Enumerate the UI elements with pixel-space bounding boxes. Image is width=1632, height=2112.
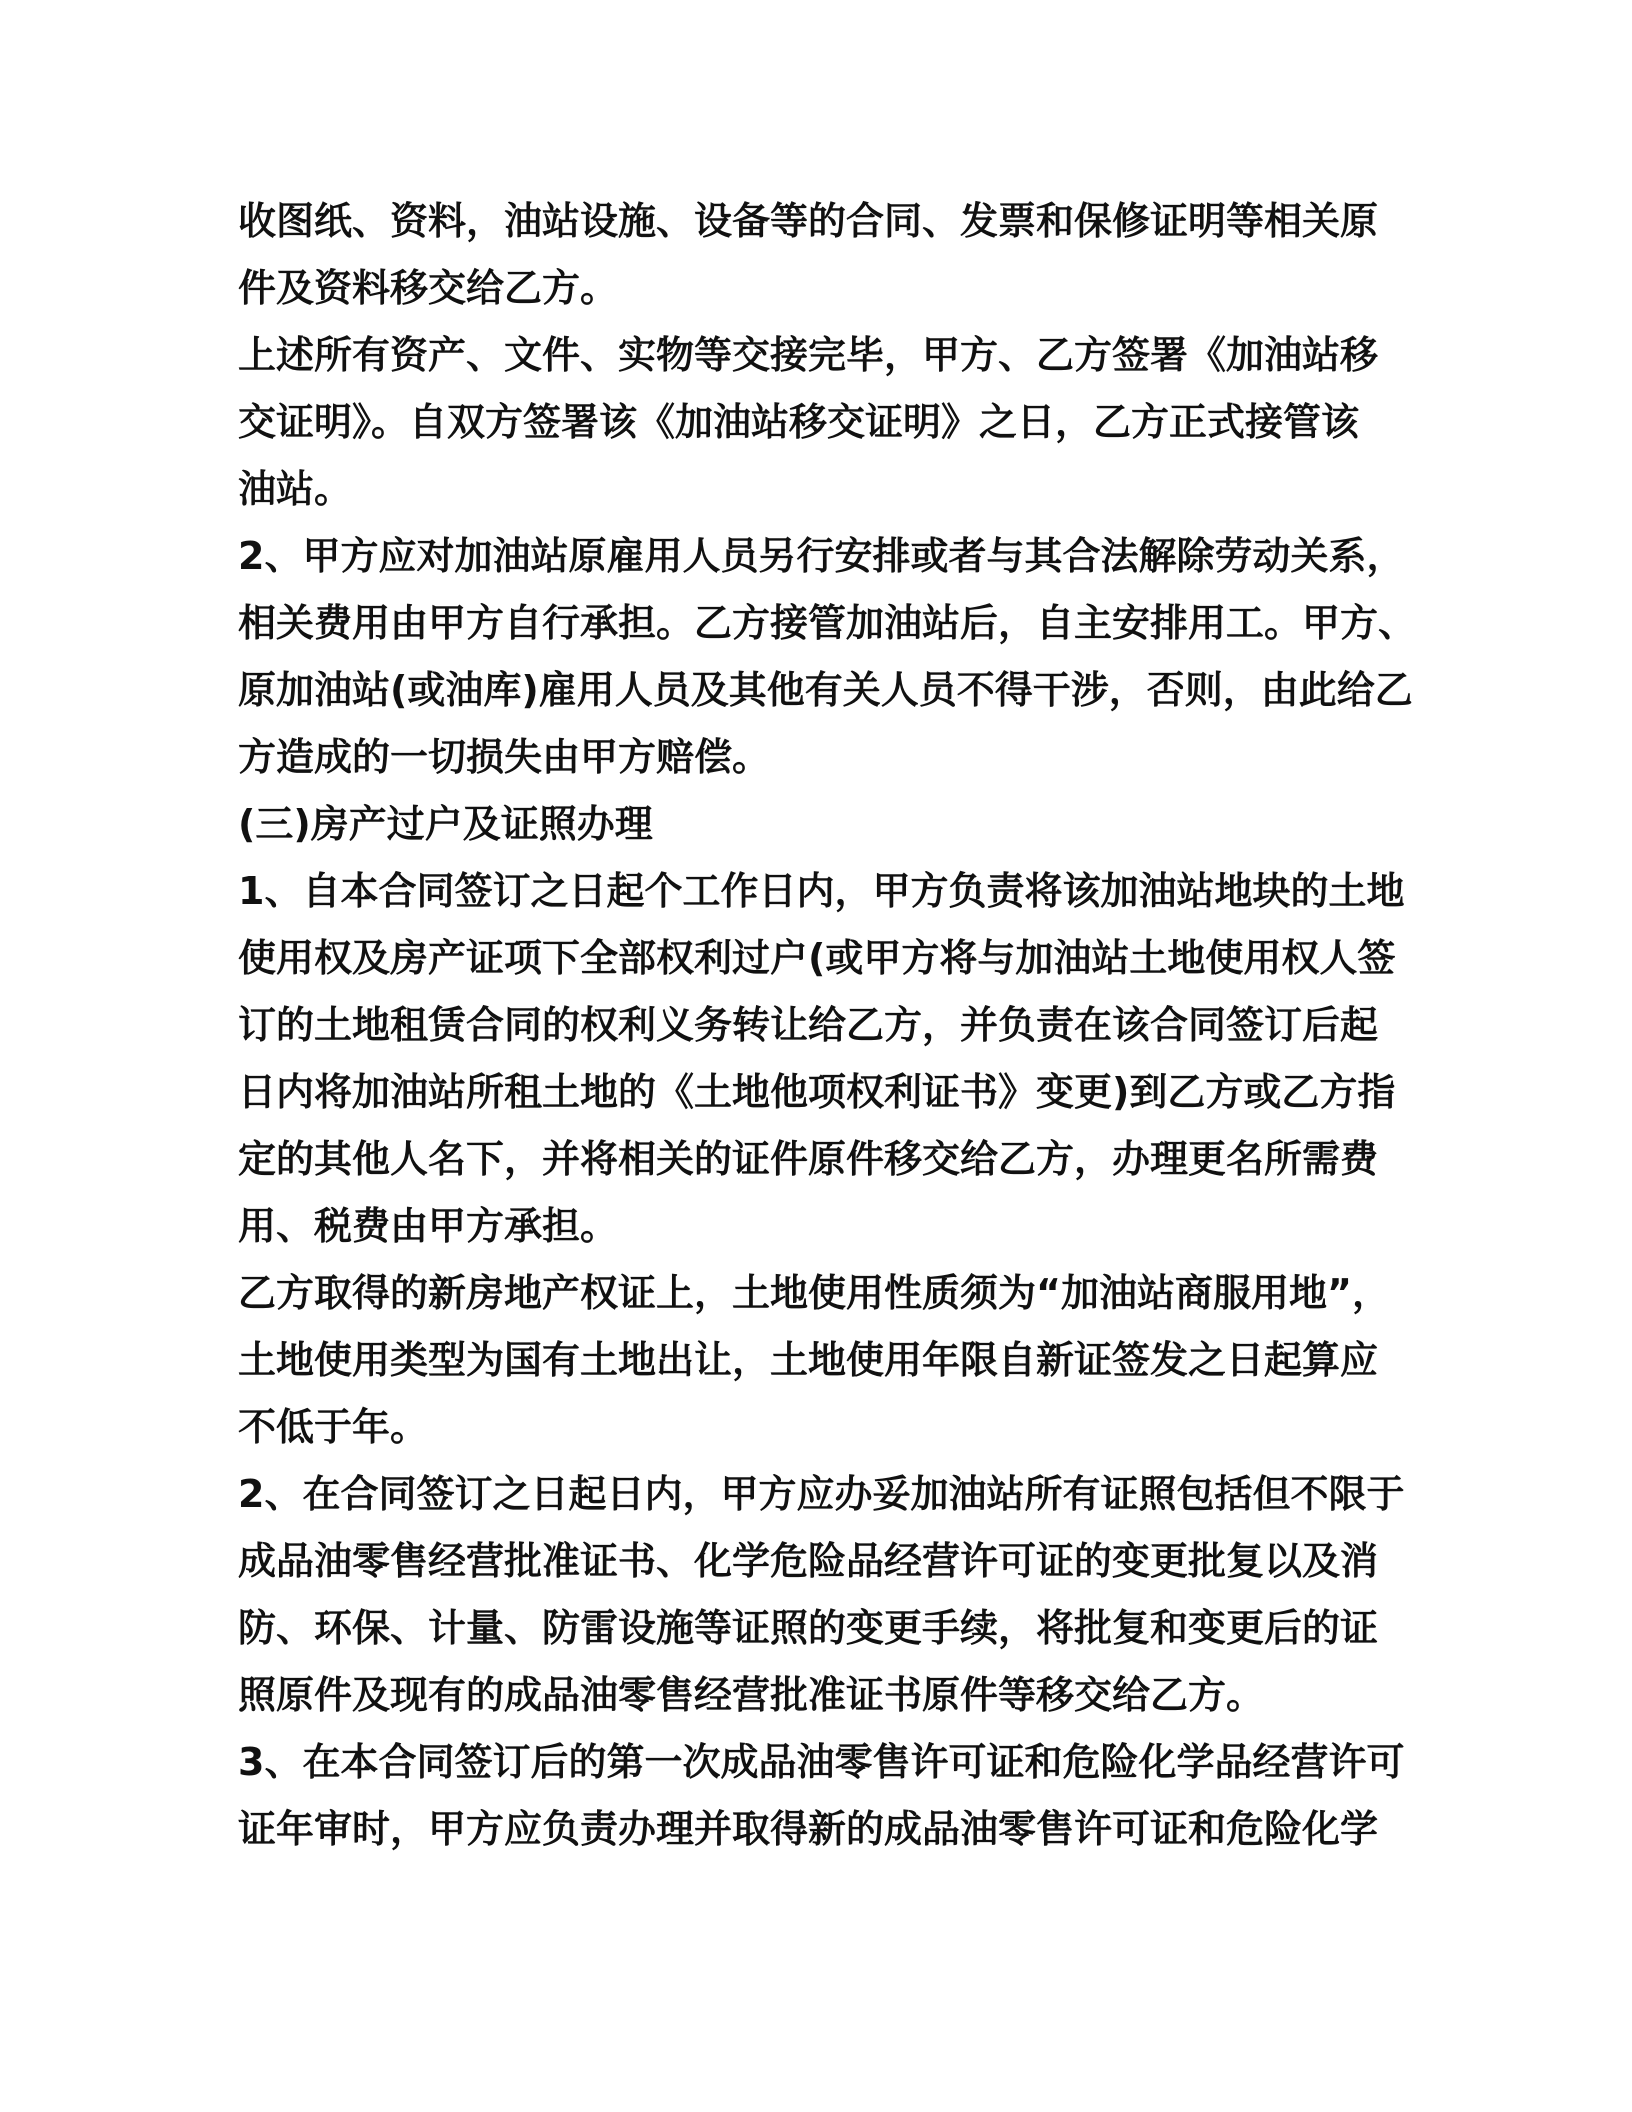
text-line: 相关费用由甲方自行承担。乙方接管加油站后，自主安排用工。甲方、 [238,601,1417,645]
paragraph-clause-3-annual-review [238,1729,1405,1863]
paragraph-clause-1-land-transfer [238,858,1405,1260]
text-line: 1、自本合同签订之日起个工作日内，甲方负责将该加油站地块的土地 [238,869,1405,913]
text-line: 日内将加油站所租土地的《土地他项权利证书》变更)到乙方或乙方指 [238,1070,1396,1114]
text-line: 原加油站(或油库)雇用人员及其他有关人员不得干涉，否则，由此给乙 [238,668,1413,712]
text-line: 成品油零售经营批准证书、化学危险品经营许可证的变更批复以及消 [238,1539,1379,1583]
text-line: 防、环保、计量、防雷设施等证照的变更手续，将批复和变更后的证 [238,1606,1379,1650]
text-line: 证年审时，甲方应负责办理并取得新的成品油零售许可证和危险化学 [238,1807,1379,1851]
text-line: 2、甲方应对加油站原雇用人员另行安排或者与其合法解除劳动关系， [238,534,1405,578]
text-line: 照原件及现有的成品油零售经营批准证书原件等移交给乙方。 [238,1673,1265,1717]
text-line: 收图纸、资料，油站设施、设备等的合同、发票和保修证明等相关原 [238,199,1379,243]
paragraph-clause-2-employees [238,523,1417,791]
paragraph-clause-2-licenses [238,1461,1405,1729]
text-line: 交证明》。自双方签署该《加油站移交证明》之日，乙方正式接管该 [238,400,1360,444]
text-line: 不低于年。 [238,1405,429,1449]
text-line: 土地使用类型为国有土地出让，土地使用年限自新证签发之日起算应 [238,1338,1379,1382]
section-heading-text: (三)房产过户及证照办理 [238,802,653,846]
paragraph-transfer-certificate [238,322,1398,523]
paragraph-handover-documents [238,188,1398,322]
paragraph-land-use-nature [238,1260,1398,1461]
text-line: 订的土地租赁合同的权利义务转让给乙方，并负责在该合同签订后起 [238,1003,1379,1047]
text-line: 上述所有资产、文件、实物等交接完毕，甲方、乙方签署《加油站移 [238,333,1379,377]
text-line: 定的其他人名下，并将相关的证件原件移交给乙方，办理更名所需费 [238,1137,1379,1181]
text-line: 使用权及房产证项下全部权利过户(或甲方将与加油站土地使用权人签 [238,936,1396,980]
text-line: 油站。 [238,467,353,511]
text-line: 3、在本合同签订后的第一次成品油零售许可证和危险化学品经营许可 [238,1740,1405,1784]
document-body [238,188,1417,1863]
text-line: 用、税费由甲方承担。 [238,1204,619,1248]
section-heading-property-transfer [238,791,1398,858]
text-line: 2、在合同签订之日起日内，甲方应办妥加油站所有证照包括但不限于 [238,1472,1405,1516]
text-line: 方造成的一切损失由甲方赔偿。 [238,735,771,779]
text-line: 乙方取得的新房地产权证上，土地使用性质须为“加油站商服用地”， [238,1271,1390,1315]
text-line: 件及资料移交给乙方。 [238,266,619,310]
